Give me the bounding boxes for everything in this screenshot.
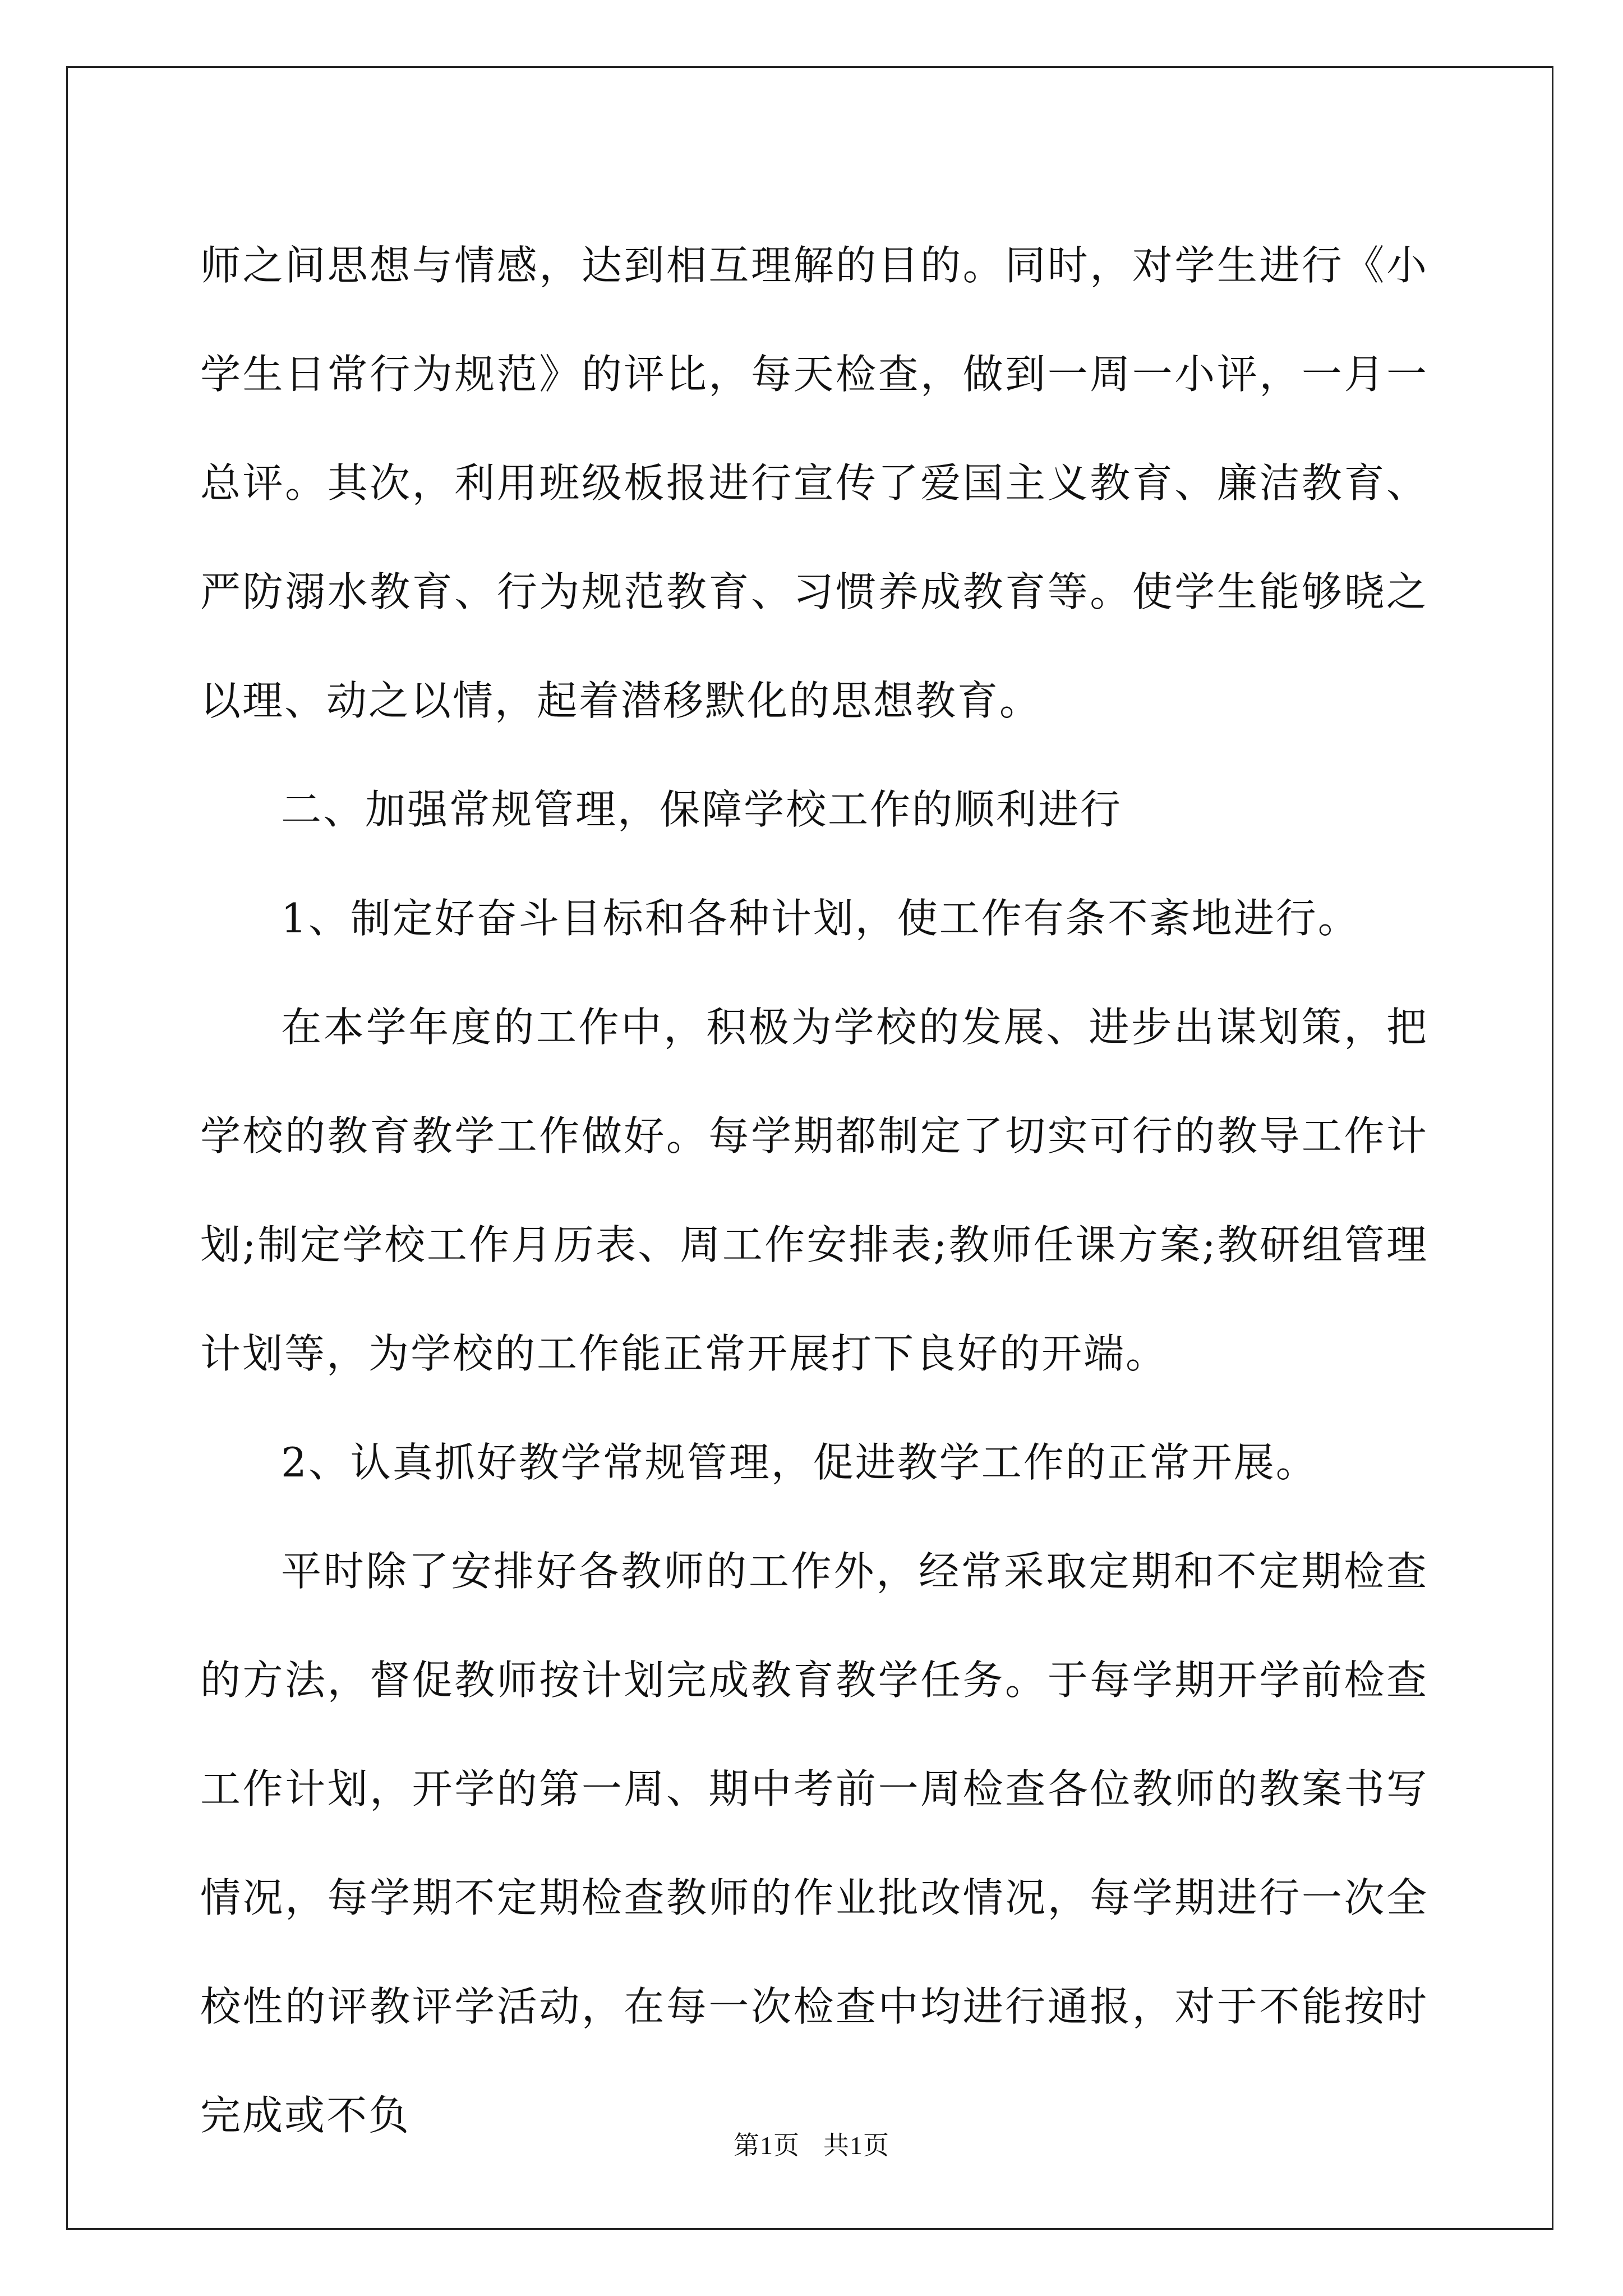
- paragraph-1: 师之间思想与情感，达到相互理解的目的。同时，对学生进行《小学生日常行为规范》的评比，每天检查，做到一周一小评，一月一总评。其次，利用班级板报进行宣传了爱国主义教育、廉洁教育、严防溺水教育、行为规范教育、习惯养成教育等。使学生能够晓之以理、动之以情，起着潜移默化的思想教育。: [200, 242, 1428, 724]
- subheading-1: 1、制定好奋斗目标和各种计划，使工作有条不紊地进行。: [281, 895, 1360, 942]
- paragraph-2: 在本学年度的工作中，积极为学校的发展、进步出谋划策，把学校的教育教学工作做好。每学期都制定了切实可行的教导工作计划;制定学校工作月历表、周工作安排表;教师任课方案;教研组管理计划等，为学校的工作能正常开展打下良好的开端。: [200, 1004, 1428, 1377]
- page-number: 第1页: [734, 2131, 800, 2160]
- page-total: 共1页: [823, 2131, 889, 2160]
- paragraph-3: 平时除了安排好各教师的工作外，经常采取定期和不定期检查的方法，督促教师按计划完成教育教学任务。于每学期开学前检查工作计划，开学的第一周、期中考前一周检查各位教师的教案书写情况，每学期不定期检查教师的作业批改情况，每学期进行一次全校性的评教评学活动，在每一次检查中均进行通报，对于不能按时完成或不负: [200, 1548, 1428, 2139]
- document-body: [200, 211, 1428, 2170]
- section-heading-2: 二、加强常规管理，保障学校工作的顺利进行: [281, 786, 1123, 833]
- page-footer: [0, 2125, 1623, 2162]
- subheading-2: 2、认真抓好教学常规管理，促进教学工作的正常开展。: [281, 1439, 1318, 1486]
